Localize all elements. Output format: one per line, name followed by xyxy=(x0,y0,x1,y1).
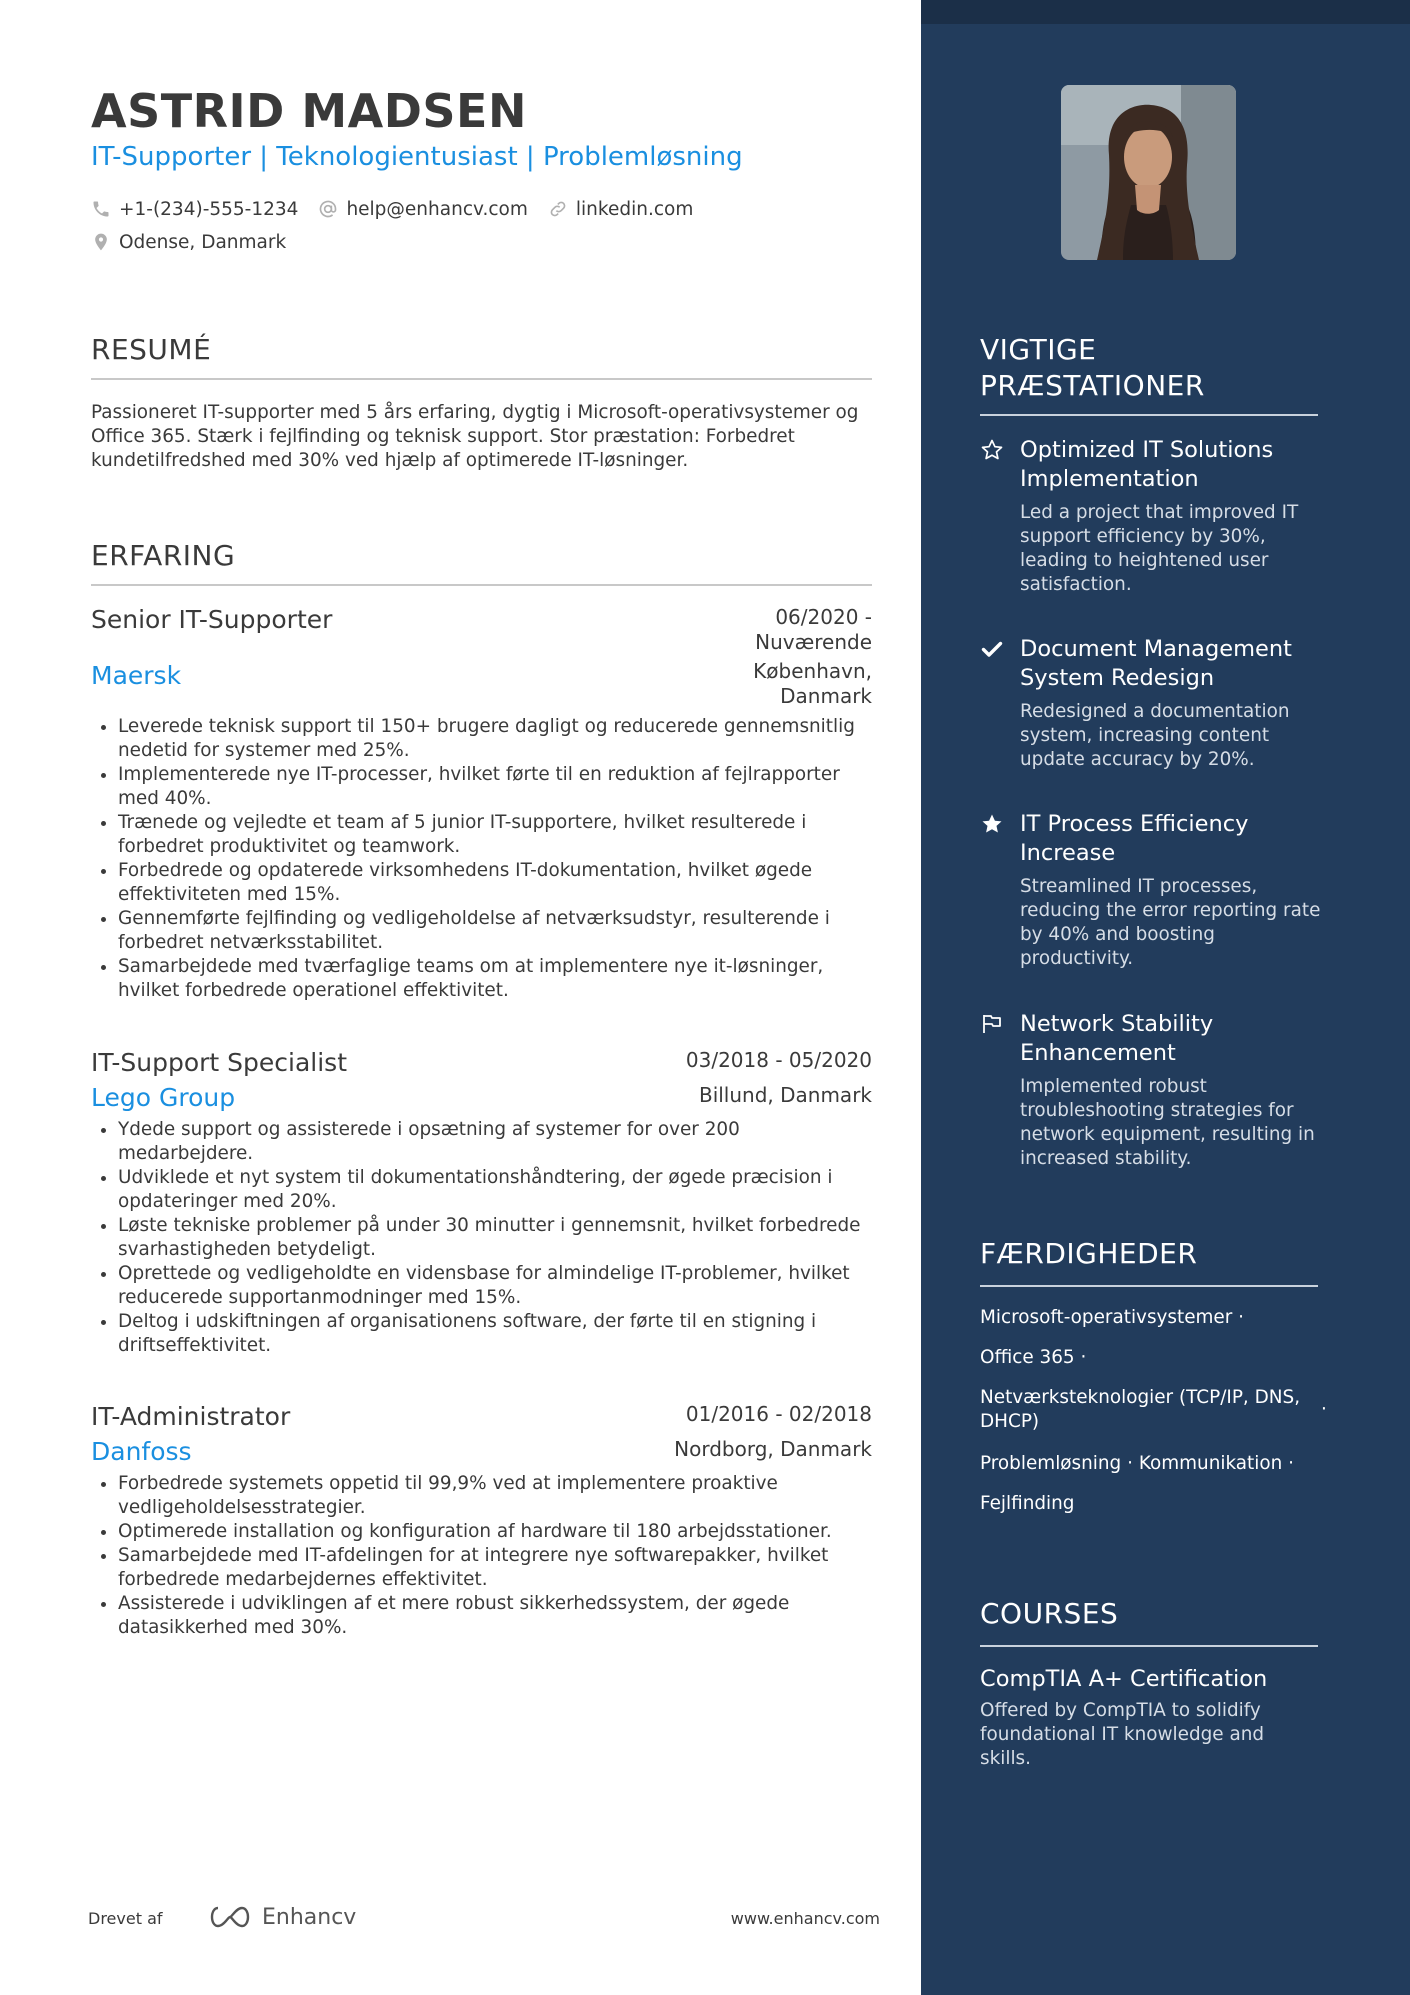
experience-divider xyxy=(91,584,872,586)
job-location: Billund, Danmark xyxy=(698,1083,872,1107)
summary-heading: RESUMÉ xyxy=(91,333,212,366)
phone-icon xyxy=(91,199,111,219)
company-name: Maersk xyxy=(91,661,182,690)
candidate-name: ASTRID MADSEN xyxy=(91,84,527,138)
list-item: • Deltog i udskiftningen af organisationens software, der førte til en stigning i driftseffektivitet. xyxy=(118,1310,872,1358)
list-item: • Trænede og vejledte et team af 5 junior IT-supportere, hvilket resulterede i forbedret produktivitet og teamwork. xyxy=(118,811,872,859)
sidebar xyxy=(921,0,1410,1995)
job-entry xyxy=(91,605,872,1003)
list-item: • Gennemførte fejlfinding og vedligeholdelse af netværksudstyr, resulterende i forbedret netværksstabilitet. xyxy=(118,907,872,955)
experience-heading: ERFARING xyxy=(91,539,236,572)
footer xyxy=(88,1904,880,1934)
list-item: • Implementerede nye IT-processer, hvilket førte til en reduktion af fejlrapporter med 40%. xyxy=(118,763,872,811)
course-desc: Offered by CompTIA to solidify foundational IT knowledge and skills. xyxy=(980,1700,1265,1769)
star-outline-icon xyxy=(980,438,1004,462)
email-address: help@enhancv.com xyxy=(346,198,528,220)
job-entry xyxy=(91,1048,872,1358)
sidebar-top-band xyxy=(921,0,1410,24)
company-name: Danfoss xyxy=(91,1437,192,1466)
achievement-desc: Led a project that improved IT support efficiency by 30%, leading to heightened user satisfaction. xyxy=(1020,502,1299,595)
list-item: • Ydede support og assisterede i opsætning af systemer for over 200 medarbejdere. xyxy=(118,1118,872,1166)
job-title: IT-Support Specialist xyxy=(91,1048,347,1077)
skills-heading: FÆRDIGHEDER xyxy=(980,1237,1198,1270)
achievement-desc: Redesigned a documentation system, increasing content update accuracy by 20%. xyxy=(1020,701,1290,770)
brand-name: Enhancv xyxy=(262,1904,357,1930)
achievement-title: IT Process Efficiency Increase xyxy=(1020,811,1249,866)
job-dates: 06/2020 - Nuværende xyxy=(755,605,872,654)
achievement-title: Network Stability Enhancement xyxy=(1020,1011,1214,1066)
list-item: • Forbedrede og opdaterede virksomhedens IT-dokumentation, hvilket øgede effektiviteten med 15%. xyxy=(118,859,872,907)
list-item: • Optimerede installation og konfiguration af hardware til 180 arbejdsstationer. xyxy=(118,1520,872,1544)
job-location: København, Danmark xyxy=(753,659,872,708)
profile-photo xyxy=(1061,85,1236,260)
achievement-desc: Implemented robust troubleshooting strategies for network equipment, resulting in increased stability. xyxy=(1020,1076,1315,1169)
enhancv-logo[interactable] xyxy=(206,1904,356,1930)
list-item: • Samarbejdede med tværfaglige teams om at implementere nye it-løsninger, hvilket forbedrede operationel effektivitet. xyxy=(118,955,872,1003)
courses-divider xyxy=(980,1645,1318,1647)
achievements-heading: VIGTIGE PRÆSTATIONER xyxy=(980,333,1205,402)
location-contact xyxy=(91,232,286,253)
location-text: Odense, Danmark xyxy=(119,231,287,253)
job-title: IT-Administrator xyxy=(91,1402,291,1431)
skill-item: Microsoft-operativsystemer · xyxy=(980,1307,1245,1328)
list-item: • Samarbejdede med IT-afdelingen for at integrere nye softwarepakker, hvilket forbedrede medarbejdernes effektivitet. xyxy=(118,1544,872,1592)
list-item: • Løste tekniske problemer på under 30 minutter i gennemsnit, hvilket forbedrede svarhastigheden betydeligt. xyxy=(118,1214,872,1262)
skill-item: Problemløsning · Kommunikation · xyxy=(980,1453,1295,1474)
course-title: CompTIA A+ Certification xyxy=(980,1666,1268,1692)
phone-contact[interactable] xyxy=(91,199,298,220)
courses-heading: COURSES xyxy=(980,1597,1119,1630)
skills-divider xyxy=(980,1285,1318,1287)
star-filled-icon xyxy=(980,812,1004,836)
enhancv-infinity-icon xyxy=(206,1904,254,1930)
email-contact[interactable] xyxy=(318,199,527,220)
list-item: • Oprettede og vedligeholdte en vidensbase for almindelige IT-problemer, hvilket reducerede supportanmodninger med 15%. xyxy=(118,1262,872,1310)
job-title: Senior IT-Supporter xyxy=(91,605,333,634)
at-icon xyxy=(318,199,338,219)
achievement-desc: Streamlined IT processes, reducing the error reporting rate by 40% and boosting productivity. xyxy=(1020,876,1321,969)
list-item: • Udviklede et nyt system til dokumentationshåndtering, der øgede præcision i opdateringer med 20%. xyxy=(118,1166,872,1214)
job-bullets xyxy=(91,1118,872,1358)
tagline: IT-Supporter | Teknologientusiast | Problemløsning xyxy=(91,142,743,172)
skill-separator: · xyxy=(1321,1399,1327,1420)
linkedin-contact[interactable] xyxy=(548,199,693,220)
flag-icon xyxy=(980,1012,1004,1036)
list-item: • Forbedrede systemets oppetid til 99,9% ved at implementere proaktive vedligeholdelsesstrategier. xyxy=(118,1472,872,1520)
job-dates: 01/2016 - 02/2018 xyxy=(685,1402,872,1426)
achievements-divider xyxy=(980,414,1318,416)
powered-by-label: Drevet af xyxy=(88,1909,163,1928)
list-item: • Assisterede i udviklingen af et mere robust sikkerhedssystem, der øgede datasikkerhed med 30%. xyxy=(118,1592,872,1640)
website-link[interactable]: www.enhancv.com xyxy=(730,1909,880,1928)
list-item: • Leverede teknisk support til 150+ brugere dagligt og reducerede gennemsnitlig nedetid for systemer med 25%. xyxy=(118,715,872,763)
job-location: Nordborg, Danmark xyxy=(674,1437,872,1461)
summary-divider xyxy=(91,378,872,380)
checkmark-icon xyxy=(980,637,1004,661)
job-bullets xyxy=(91,1472,872,1640)
location-pin-icon xyxy=(91,232,111,252)
company-name: Lego Group xyxy=(91,1083,236,1112)
contact-info xyxy=(91,196,713,262)
achievement-title: Optimized IT Solutions Implementation xyxy=(1020,437,1274,492)
job-dates: 03/2018 - 05/2020 xyxy=(685,1048,872,1072)
job-entry xyxy=(91,1402,872,1640)
achievement-title: Document Management System Redesign xyxy=(1020,636,1292,691)
skill-item: Fejlfinding xyxy=(980,1493,1075,1514)
job-bullets xyxy=(91,715,872,1003)
skill-item: Netværksteknologier (TCP/IP, DNS, DHCP) xyxy=(980,1387,1301,1432)
phone-number: +1-(234)-555-1234 xyxy=(119,198,299,220)
linkedin-link: linkedin.com xyxy=(575,198,694,220)
link-icon xyxy=(548,199,568,219)
summary-text: Passioneret IT-supporter med 5 års erfaring, dygtig i Microsoft-operativsystemer og Office 365. Stærk i fejlfinding og teknisk support. Stor præstation: Forbedret kundetilfredshed med 30% ved hjælp af optimerede IT-løsninger. xyxy=(91,402,859,471)
skill-item: Office 365 · xyxy=(980,1347,1087,1368)
